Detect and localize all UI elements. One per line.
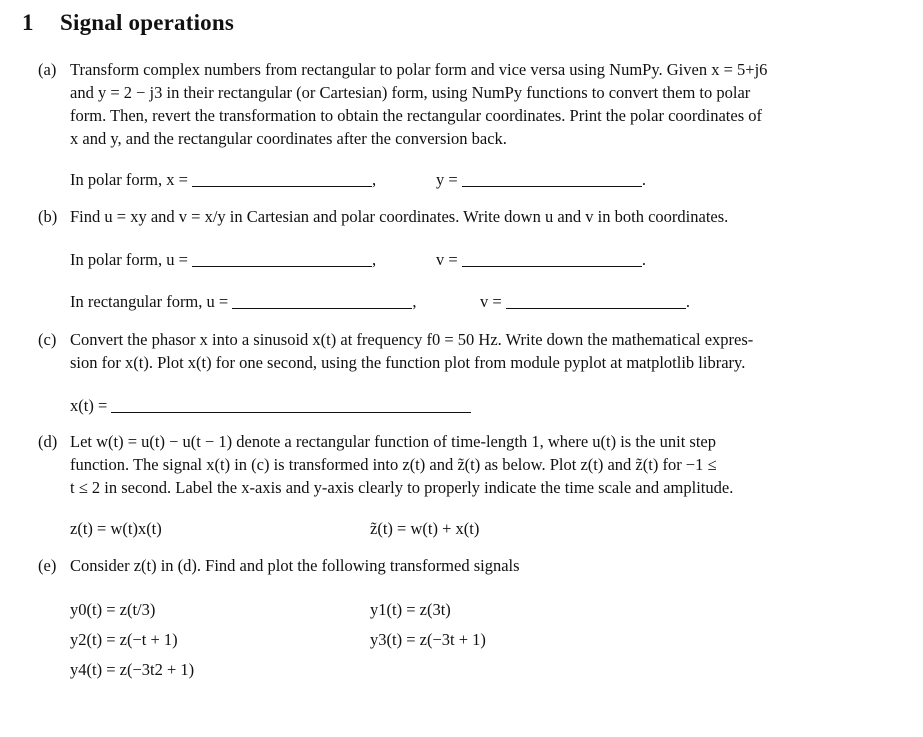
part-a-label: (a) xyxy=(38,60,57,79)
part-a-answer-row xyxy=(70,170,376,190)
part-b-line-1: Find u = xy and v = x/y in Cartesian and polar coordinates. Write down u and v in both coordinates. xyxy=(70,207,729,226)
answer-blank-xt[interactable] xyxy=(111,411,471,413)
part-c-answer-prefix: x(t) = xyxy=(70,396,108,415)
part-b-polar-v-row xyxy=(436,250,646,270)
part-a-answer-y: y = xyxy=(436,170,458,189)
separator: , xyxy=(412,292,417,311)
answer-blank-v-rect[interactable] xyxy=(506,307,686,309)
part-a-answer-y-row xyxy=(436,170,646,190)
part-d-label: (d) xyxy=(38,432,58,451)
separator: , xyxy=(372,170,377,189)
part-b-rect-prefix: In rectangular form, u = xyxy=(70,292,229,311)
part-e-eq-y0: y0(t) = z(t/3) xyxy=(70,600,156,619)
section-heading xyxy=(22,10,234,36)
part-d-eq-2: z̃(t) = w(t) + x(t) xyxy=(370,519,480,538)
part-d-line-1: Let w(t) = u(t) − u(t − 1) denote a rectangular function of time-length 1, where u(t) is the unit step xyxy=(70,432,717,451)
part-e-eq-y3: y3(t) = z(−3t + 1) xyxy=(370,630,486,649)
answer-blank-v-polar[interactable] xyxy=(462,265,642,267)
part-e-eq-y2: y2(t) = z(−t + 1) xyxy=(70,630,178,649)
part-a-line-2: and y = 2 − j3 in their rectangular (or Cartesian) form, using NumPy functions to convert them to polar xyxy=(70,83,751,102)
part-c-answer-row xyxy=(70,396,471,416)
part-a-line-4: x and y, and the rectangular coordinates after the conversion back. xyxy=(70,129,507,148)
part-b-rect-row xyxy=(70,292,416,312)
part-c-label: (c) xyxy=(38,330,57,349)
part-d-line-3: t ≤ 2 in second. Label the x-axis and y-axis clearly to properly indicate the time scale and amplitude. xyxy=(70,478,734,497)
part-e-eq-y4: y4(t) = z(−3t2 + 1) xyxy=(70,660,195,679)
end-mark: . xyxy=(641,170,646,189)
answer-blank-u-polar[interactable] xyxy=(192,265,372,267)
part-c-line-1: Convert the phasor x into a sinusoid x(t) at frequency f0 = 50 Hz. Write down the mathematical expres- xyxy=(70,330,754,349)
part-e-eq-y1: y1(t) = z(3t) xyxy=(370,600,451,619)
part-b-rect-v-row xyxy=(480,292,690,312)
part-a-line-3: form. Then, revert the transformation to obtain the rectangular coordinates. Print the polar coordinates of xyxy=(70,106,763,125)
separator: , xyxy=(372,250,377,269)
part-b-label: (b) xyxy=(38,207,58,226)
part-a-answer-prefix: In polar form, x = xyxy=(70,170,188,189)
answer-blank-y-polar[interactable] xyxy=(462,185,642,187)
part-c-line-2: sion for x(t). Plot x(t) for one second, using the function plot from module pyplot at matplotlib library. xyxy=(70,353,746,372)
part-d-eq-1: z(t) = w(t)x(t) xyxy=(70,519,162,538)
part-d-line-2: function. The signal x(t) in (c) is transformed into z(t) and z̃(t) as below. Plot z(t) and z̃(t) for −1 ≤ xyxy=(70,455,717,474)
part-a-line-1: Transform complex numbers from rectangular to polar form and vice versa using NumPy. Given x = 5+j6 xyxy=(70,60,768,79)
end-mark: . xyxy=(685,292,690,311)
section-title: Signal operations xyxy=(60,10,235,35)
part-b-rect-v: v = xyxy=(480,292,502,311)
end-mark: . xyxy=(641,250,646,269)
part-e-line-1: Consider z(t) in (d). Find and plot the following transformed signals xyxy=(70,556,520,575)
part-b-polar-v: v = xyxy=(436,250,458,269)
part-b-polar-row xyxy=(70,250,376,270)
part-e-label: (e) xyxy=(38,556,57,575)
answer-blank-u-rect[interactable] xyxy=(232,307,412,309)
part-b-polar-prefix: In polar form, u = xyxy=(70,250,188,269)
answer-blank-x-polar[interactable] xyxy=(192,185,372,187)
section-number: 1 xyxy=(22,10,34,35)
